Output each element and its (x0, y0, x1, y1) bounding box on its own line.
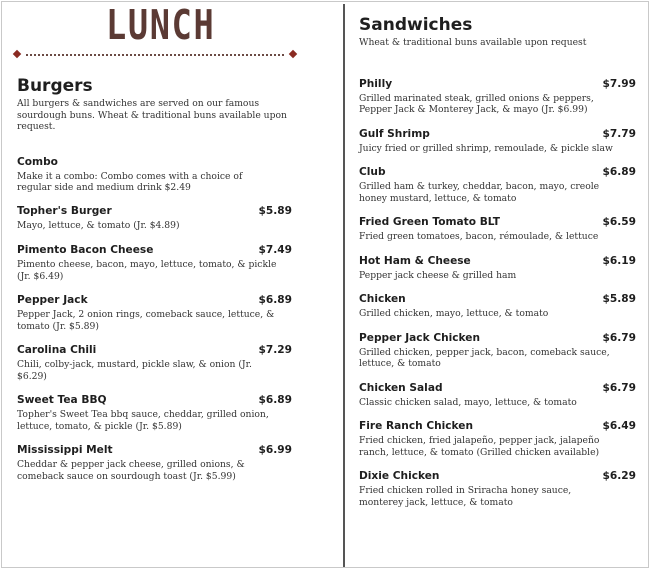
item-price: $6.79 (602, 381, 636, 394)
menu-item-philly (359, 78, 636, 116)
menu-item-sweet-tea-bbq (17, 394, 292, 432)
dotted-line (26, 54, 284, 56)
item-name: Chicken Salad (359, 381, 443, 394)
menu-title: LUNCH (106, 1, 216, 49)
item-description: Mayo, lettuce, & tomato (Jr. $4.89) (17, 219, 180, 231)
item-description: Grilled marinated steak, grilled onions & peppers, Pepper Jack & Monterey Jack, & mayo (Jr. $6.99) (359, 92, 594, 115)
item-price: $7.99 (602, 77, 636, 90)
menu-item-chicken-salad (359, 382, 636, 409)
item-name: Gulf Shrimp (359, 127, 430, 140)
item-name: Fire Ranch Chicken (359, 420, 474, 432)
menu-item-pepper-jack (17, 294, 292, 332)
item-name: Topher's Burger (17, 204, 112, 217)
menu-item-combo (17, 156, 292, 194)
item-name: Combo (17, 155, 58, 168)
item-price: $6.89 (602, 166, 636, 178)
item-description: Juicy fried or grilled shrimp, remoulade, & pickle slaw (359, 142, 613, 154)
item-description: Classic chicken salad, mayo, lettuce, & tomato (359, 396, 577, 408)
item-description: Grilled chicken, pepper jack, bacon, comeback sauce, lettuce, & tomato (359, 346, 610, 369)
item-description: Pepper jack cheese & grilled ham (359, 269, 517, 281)
item-description: Pepper Jack, 2 onion rings, comeback sauce, lettuce, & tomato (Jr. $5.89) (17, 309, 275, 332)
item-price: $7.79 (602, 127, 636, 140)
menu-item-tophers-burger (17, 205, 292, 232)
item-description: Fried chicken rolled in Sriracha honey sauce, monterey jack, lettuce, & tomato (359, 485, 572, 508)
item-name: Philly (359, 77, 393, 90)
item-price: $6.79 (602, 331, 636, 344)
title-ornament-rule (14, 50, 296, 60)
menu-item-gulf-shrimp (359, 128, 636, 155)
burgers-description: All burgers & sandwiches are served on our famous sourdough buns. Wheat & traditional buns available upon request. (17, 98, 287, 132)
item-price: $6.99 (258, 444, 292, 456)
item-description: Topher's Sweet Tea bbq sauce, cheddar, grilled onion, lettuce, tomato, & pickle (Jr. $5.89) (17, 409, 269, 432)
item-description: Fried chicken, fried jalapeño, pepper jack, jalapeño ranch, lettuce, & tomato (Grilled chicken available) (359, 435, 600, 458)
menu-item-club (359, 166, 636, 204)
item-description: Pimento cheese, bacon, mayo, lettuce, tomato, & pickle (Jr. $6.49) (17, 259, 277, 282)
item-name: Mississippi Melt (17, 444, 113, 456)
menu-item-dixie-chicken (359, 470, 636, 508)
right-diamond-ornament (289, 50, 297, 58)
item-description: Grilled ham & turkey, cheddar, bacon, mayo, creole honey mustard, lettuce, & tomato (359, 181, 600, 204)
item-price: $7.29 (258, 344, 292, 356)
menu-item-fried-green-tomato-blt (359, 216, 636, 243)
item-description: Make it a combo: Combo comes with a choice of regular side and medium drink $2.49 (17, 170, 243, 193)
item-name: Pepper Jack (17, 294, 88, 306)
item-price: $7.49 (258, 244, 292, 256)
item-price: $5.89 (602, 293, 636, 305)
item-name: Chicken (359, 293, 406, 305)
item-price: $6.89 (258, 294, 292, 306)
left-diamond-ornament (13, 50, 21, 58)
item-description: Grilled chicken, mayo, lettuce, & tomato (359, 308, 549, 319)
menu-item-chicken (359, 293, 636, 320)
burgers-heading: Burgers (17, 76, 93, 96)
sandwiches-description: Wheat & traditional buns available upon request (359, 37, 587, 48)
item-price: $6.19 (602, 254, 636, 267)
item-price: $6.29 (602, 470, 636, 482)
menu-item-mississippi-melt (17, 444, 292, 482)
item-name: Dixie Chicken (359, 470, 440, 482)
item-description: Fried green tomatoes, bacon, rémoulade, & lettuce (359, 231, 599, 242)
item-name: Sweet Tea BBQ (17, 394, 107, 406)
menu-item-carolina-chili (17, 344, 292, 382)
item-name: Pepper Jack Chicken (359, 331, 481, 344)
menu-item-fire-ranch-chicken (359, 420, 636, 458)
menu-item-pimento-bacon-cheese (17, 244, 292, 282)
item-name: Carolina Chili (17, 344, 97, 356)
menu-item-pepper-jack-chicken (359, 332, 636, 370)
sandwiches-section (359, 15, 636, 508)
item-name: Hot Ham & Cheese (359, 254, 471, 267)
item-name: Pimento Bacon Cheese (17, 244, 154, 256)
burgers-section (17, 76, 292, 482)
item-price: $6.49 (602, 420, 636, 432)
item-description: Cheddar & pepper jack cheese, grilled onions, & comeback sauce on sourdough toast (Jr. $5.99) (17, 459, 245, 482)
item-price: $5.89 (258, 204, 292, 217)
menu-item-hot-ham-cheese (359, 255, 636, 282)
item-price: $6.89 (258, 394, 292, 406)
column-divider (343, 4, 345, 567)
sandwiches-heading: Sandwiches (359, 15, 473, 35)
item-description: Chili, colby-jack, mustard, pickle slaw, & onion (Jr. $6.29) (17, 359, 252, 382)
item-name: Club (359, 166, 386, 178)
item-name: Fried Green Tomato BLT (359, 216, 501, 228)
item-price: $6.59 (602, 216, 636, 228)
